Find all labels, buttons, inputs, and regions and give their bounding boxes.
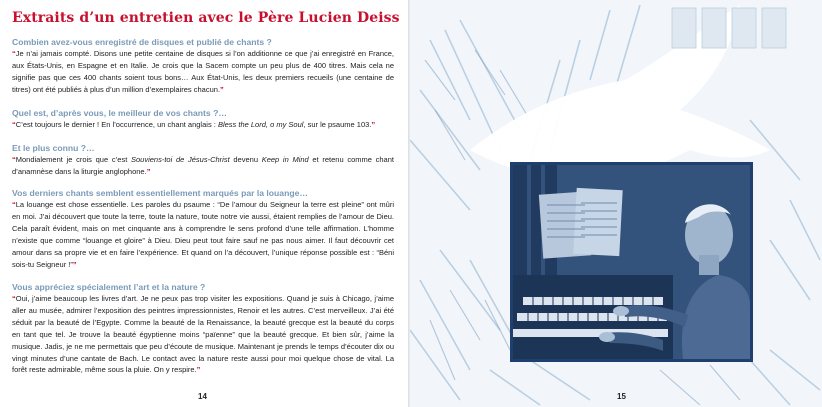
close-quote-mark: ” xyxy=(146,166,151,176)
question-4: Vos derniers chants semblent essentiellement marqués par la louange… xyxy=(12,188,308,198)
left-page xyxy=(0,0,410,407)
qa-block-3 xyxy=(12,143,394,178)
answer-text: et retenu comme chant d’anamnèse dans la liturgie anglophone. xyxy=(12,155,394,176)
answer-text: Je n’ai jamais compté. Disons une petite centaine de disques si l’on additionne ce que j’ai enregistré en France, aux États-Unis, en Espagne et en Italie. Je crois que la Sacem compte un peu plus de 400 titres. Mais cela ne signifie pas que ces 400 chants soient tous bons… Aux État-Unis, les deux premiers recueils (une centaine de titres) ont été publiés à plus d’un million d’exemplaires chacun. xyxy=(12,49,394,94)
question-3: Et le plus connu ?… xyxy=(12,143,95,153)
page-number-left: 14 xyxy=(198,392,207,401)
open-quote-mark: “ xyxy=(12,49,16,58)
qa-block-4 xyxy=(12,188,394,270)
italic-title: Souviens-toi de Jésus-Christ xyxy=(130,155,230,164)
answer-2 xyxy=(12,119,394,131)
answer-5 xyxy=(12,293,394,376)
close-quote-mark: ” xyxy=(371,120,376,129)
answer-4 xyxy=(12,199,394,270)
answer-text: C’est toujours le dernier ! En l’occurrence, un chant anglais : xyxy=(15,120,218,129)
close-quote-mark: ” xyxy=(196,365,201,375)
question-5: Vous appréciez spécialement l’art et la nature ? xyxy=(12,282,206,292)
organist-photo xyxy=(510,162,753,362)
question-1: Combien avez-vous enregistré de disques et publié de chants ? xyxy=(12,37,272,47)
answer-1 xyxy=(12,48,394,96)
answer-text: Mondialement je crois que c’est xyxy=(15,155,131,164)
answer-3 xyxy=(12,154,394,178)
answer-text: devenu xyxy=(229,155,262,164)
open-quote-mark: “ xyxy=(12,294,16,303)
open-quote-mark: “ xyxy=(12,155,16,164)
organist-photo-image xyxy=(513,165,750,359)
question-2: Quel est, d’après vous, le meilleur de vos chants ?… xyxy=(12,108,227,118)
italic-title: Bless the Lord, o my Soul xyxy=(217,120,304,129)
answer-text: La louange est chose essentielle. Les paroles du psaume : “De l’amour du Seigneur la terre est pleine” ont mûri en moi. J’ai découvert que toute la terre, toute la nature, toute notre vie aussi, étaient remplies de l’amour de Dieu. Cela paraît évident, mais on met cinquante ans à comprendre le sens profond d’une telle affirmation. L’homme n’existe que comme “louange et gloire” à Dieu. Dieu peut tout faire sauf ne pas nous aimer. Il faut découvrir cet amour dans sa propre vie et en faire l’expérience. Et quand on l’a découvert, l’unique réponse possible est : “Béni sois-tu Seigneur !” xyxy=(12,200,394,269)
page-title: Extraits d’un entretien avec le Père Lucien Deiss xyxy=(12,10,400,26)
right-page xyxy=(410,0,822,407)
qa-block-5 xyxy=(12,282,394,376)
answer-text: Oui, j’aime beaucoup les livres d’art. Je ne peux pas trop visiter les expositions. Quand je suis à Chicago, j’aime aller au musée, admirer l’exposition des peintres impressionnistes, Renoir et les autres. C’est merveilleux. J’ai été séduit par la beauté de l’Egypte. Comme la beauté de la Renaissance, la beauté grecque est la beauté du corps en tant que tel. Je trouve la beauté égyptienne moins “païenne” que la beauté grecque. Et bien sûr, j’aime la musique. Jadis, je ne me permettais que peu d’écoute de musique. Maintenant je prends le temps d’écouter dix ou vingt minutes d’une cantate de Bach. Le contact avec la nature reste aussi pour moi quelque chose de vital. La forêt reste admirable, même sous la pluie. On y respire. xyxy=(12,294,394,375)
close-quote-mark: ” xyxy=(72,259,77,269)
close-quote-mark: ” xyxy=(220,84,224,94)
italic-title: Keep in Mind xyxy=(261,155,309,164)
qa-block-1 xyxy=(12,37,394,96)
qa-block-2 xyxy=(12,108,394,131)
page-number-right: 15 xyxy=(617,392,626,401)
open-quote-mark: “ xyxy=(12,120,16,129)
answer-text: , sur le psaume 103. xyxy=(303,120,372,129)
open-quote-mark: “ xyxy=(12,200,16,209)
